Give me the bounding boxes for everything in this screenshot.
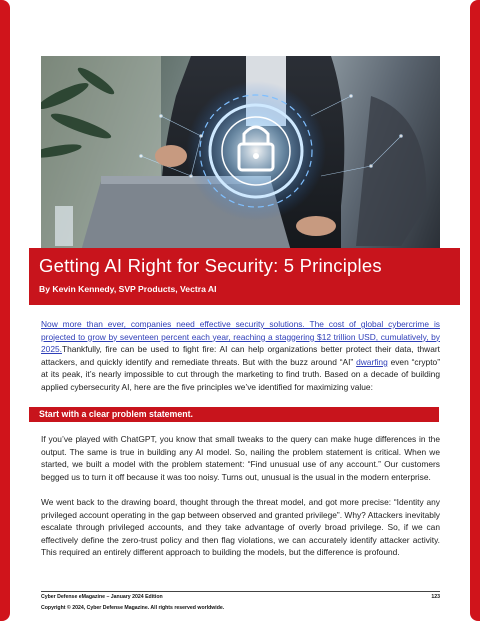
cybercrime-cost-link[interactable]: Now more than ever, companies need effective security solutions. The cost of global cybercrime is projected to grow by seventeen percent each year, reaching a staggering $12 trillion USD, cumulatively, by 2025. [41, 319, 440, 355]
right-red-edge [470, 0, 480, 621]
footer-edition: Cyber Defense eMagazine – January 2024 Edition [41, 594, 163, 600]
footer-divider [41, 591, 440, 592]
footer-page-number: 123 [431, 594, 440, 600]
left-red-edge [0, 0, 10, 621]
intro-text-part-1: Thankfully, fire can be used to fight fire: AI can help organizations better protect their data, thwart attackers, and quickly identify and remediate threats. But with the buzz around “AI” [41, 344, 440, 367]
section-heading: Start with a clear problem statement. [39, 409, 193, 419]
title-band [29, 248, 460, 305]
footer-copyright: Copyright © 2024, Cyber Defense Magazine. All rights reserved worldwide. [41, 605, 225, 611]
body-paragraph-2: We went back to the drawing board, thought through the threat model, and got more precise: “Identity any privileged account operating in the gap between observed and granted privilege”. Why? Attackers inevitably escalate through privileged accounts, and they take advantage of overly broad privilege. So, if we can effectively define the zero-trust policy and then flag violations, we can accurately identify attacker activity. This required an entirely different approach to building the models, but the difference is profound. [41, 497, 440, 558]
intro-text-part-2: even “crypto” at its peak, it’s nearly impossible to cut through the marketing to find truth. Based on a decade of building applied cybersecurity AI, here are the five principles we’ve identified for maximizing value: [41, 356, 440, 392]
article-byline: By Kevin Kennedy, SVP Products, Vectra AI [39, 284, 217, 294]
section-heading-band [29, 407, 439, 422]
dwarfing-link[interactable]: dwarfing [356, 356, 388, 367]
hero-image [41, 56, 440, 251]
body-paragraph-1: If you’ve played with ChatGPT, you know that small tweaks to the query can make huge differences in the output. The same is true in building any AI model. So, nailing the problem statement is critical. When we started, we built a model with the problem statement: “Find unusual use of any account.” Our customers begged us to turn it off because it was too noisy. Turns out, unusual is the usual in the modern enterprise. [41, 434, 440, 482]
intro-paragraph [41, 318, 440, 394]
article-title: Getting AI Right for Security: 5 Principles [39, 255, 382, 276]
